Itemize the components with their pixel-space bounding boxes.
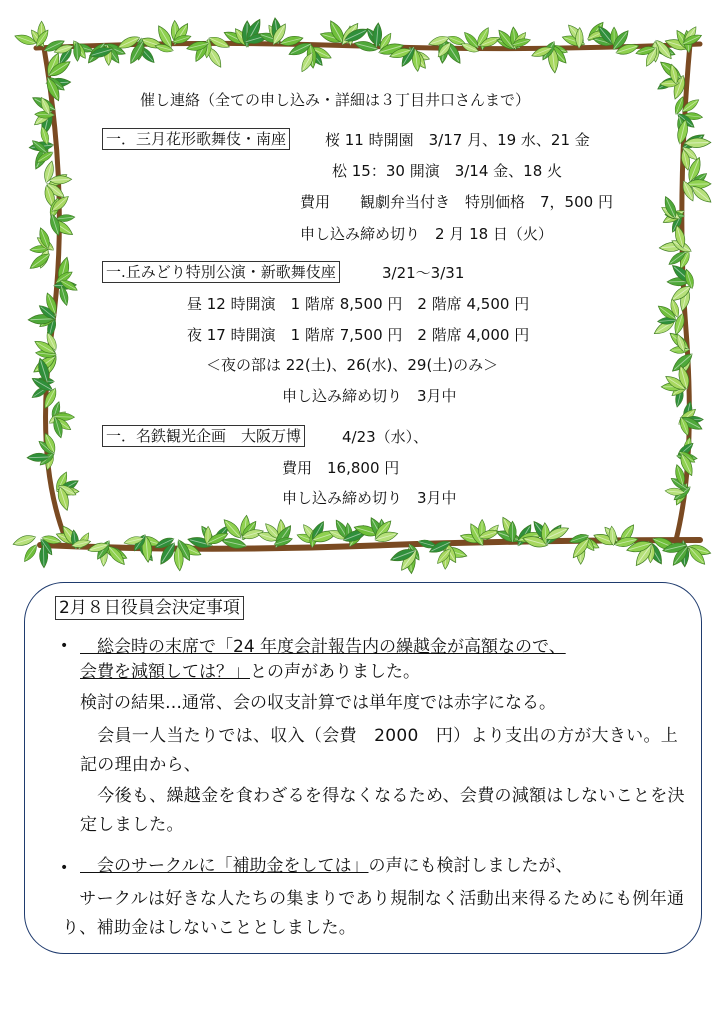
event1-line1: 桜 11 時開園 3/17 月、19 水、21 金 [325,131,590,149]
item1-line3: 検討の結果…通常、会の収支計算では単年度では赤字になる。 [80,693,556,713]
event3-line1: 費用 16,800 円 [282,459,400,477]
event1-line3: 費用 観劇弁当付き 特別価格 7，500 円 [300,193,613,211]
event1-heading: 一．三月花形歌舞伎・南座 [102,128,290,150]
bullet-2: • [60,860,69,876]
bullet-1: • [60,638,69,654]
item2-line1 [80,855,573,877]
event2-date: 3/21〜3/31 [382,264,465,282]
decision-title: 2月８日役員会決定事項 [55,596,244,620]
event2-heading: 一.丘みどり特別公演・新歌舞伎座 [102,261,340,283]
item2-line2: サークルは好きな人たちの集まりであり規制なく活動出来得るためにも例年通り、補助金はしないこととしました。 [62,889,685,938]
event1-line4: 申し込み締め切り 2 月 18 日（火） [300,225,553,243]
item2-line1-underlined: 会のサークルに「補助金をしては」 [80,856,369,876]
item2-line1-rest: の声にも検討しましたが、 [368,856,573,876]
leaf [21,543,39,564]
event2-line3: ＜夜の部は 22(土)、26(水)、29(土)のみ＞ [206,356,499,374]
event2-line1: 昼 12 時開演 1 階席 8,500 円 2 階席 4,500 円 [187,295,530,313]
notice-title: 催し連絡（全ての申し込み・詳細は３丁目井口さんまで） [140,91,531,109]
item1-line2-underlined: 会費を減額しては？」 [80,662,250,682]
event3-date: 4/23（水）、 [342,428,429,446]
item1-line2 [80,661,420,683]
item1-line6: 今後も、繰越金を食わざるを得なくなるため、会費の減額はしないことを決定しました。 [80,786,685,835]
event2-line2: 夜 17 時開演 1 階席 7,500 円 2 階席 4,000 円 [187,326,530,344]
item1-line1: 総会時の末席で「24 年度会計報告内の繰越金が高額なので、 [80,637,566,657]
leaf [27,251,52,272]
item1-line4: 会員一人当たりでは、収入（会費 2000 円）より支出の方が大きい。上記の理由から、 [80,726,679,775]
event1-line2: 松 15：30 開演 3/14 金、18 火 [332,162,563,180]
event2-line4: 申し込み締め切り 3月中 [282,387,457,405]
item1-line2-rest: との声がありました。 [250,662,420,682]
event3-line2: 申し込み締め切り 3月中 [282,489,457,507]
event3-heading: 一．名鉄観光企画 大阪万博 [102,425,305,447]
